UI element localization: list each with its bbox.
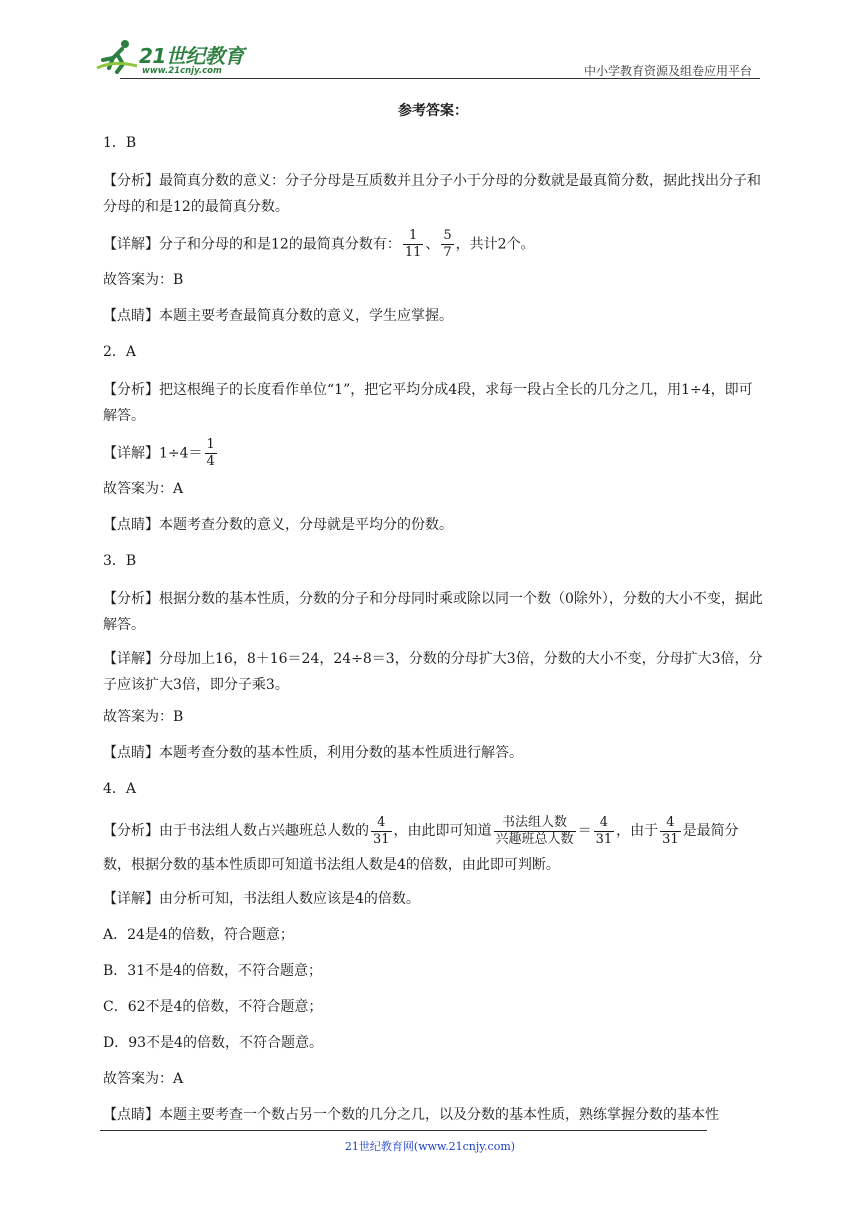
q3-number: 3．B [103,553,137,569]
page-title: 参考答案： [398,103,468,119]
footer-divider [100,1130,707,1131]
q2-answer: 故答案为：A [103,481,184,497]
q2-analysis: 【分析】把这根绳子的长度看作单位“1”，把它平均分成4段，求每一段占全长的几分之几，用1÷4，即可解答。 [103,382,753,424]
q3-analysis: 【分析】根据分数的基本性质，分数的分子和分母同时乘或除以同一个数（0除外），分数的大小不变，据此解答。 [103,591,763,633]
denominator: 11 [404,245,422,260]
q1-detail-text: 【详解】分子和分母的和是12的最简真分数有： [103,236,401,253]
denominator: 31 [373,831,390,847]
separator: 、 [425,236,440,253]
numerator: 1 [206,437,215,452]
q1-number: 1．B [103,135,137,151]
denominator: 兴趣班总人数 [495,831,574,847]
q4-option-a: A．24是4的倍数，符合题意； [103,927,294,943]
q4-answer: 故答案为：A [103,1071,184,1087]
q4-option-c: C．62不是4的倍数，不符合题意； [103,999,323,1015]
q3-detail: 【详解】分母加上16，8＋16＝24，24÷8＝3，分数的分母扩大3倍，分数的大小不变，分母扩大3倍，分子应该扩大3倍，即分子乘3。 [103,651,763,693]
fraction [441,228,453,261]
q4-analysis-text: 【分析】由于书法组人数占兴趣班总人数的 [103,823,369,839]
q4-number: 4．A [103,781,137,797]
q1-analysis: 【分析】最简真分数的意义：分子分母是互质数并且分子小于分母的分数就是最真简分数，据此找出分子和分母的和是12的最简真分数。 [103,173,761,215]
numerator: 4 [660,815,681,832]
q2-detail [103,437,763,470]
q1-detail-end: ，共计2个。 [455,236,535,253]
q4-option-b: B．31不是4的倍数，不符合题意； [103,963,323,979]
footer-link[interactable]: 21世纪教育网(www.21cnjy.com) [344,1140,516,1153]
q3-comment: 【点睛】本题考查分数的基本性质，利用分数的基本性质进行解答。 [103,745,523,761]
q1-answer: 故答案为：B [103,272,184,288]
logo-url: www.21cnjy.com [142,66,222,76]
fraction [205,437,217,470]
denominator: 7 [443,245,452,260]
fraction [494,815,576,848]
equals-sign: ＝ [577,823,592,839]
logo [95,34,265,80]
q4-comment: 【点睛】本题主要考查一个数占另一个数的几分之几，以及分数的基本性质，熟练掌握分数的基本性 [103,1107,719,1123]
numerator: 5 [443,228,452,243]
fraction [371,815,392,848]
header-divider [120,78,760,79]
q2-detail-text: 【详解】1÷4＝ [103,445,203,462]
page-header [95,34,760,80]
fraction [403,228,424,261]
q1-detail [103,228,763,261]
fraction [660,815,681,848]
answer-content [103,100,763,1140]
fraction [594,815,615,848]
numerator: 1 [403,228,424,245]
runner-logo-icon [95,38,139,74]
numerator: 4 [371,815,392,832]
q2-comment: 【点睛】本题考查分数的意义，分母就是平均分的份数。 [103,517,453,533]
q4-analysis-text: ，由此即可知道 [393,823,492,839]
q2-number: 2．A [103,344,137,360]
denominator: 4 [206,454,215,469]
q4-detail: 【详解】由分析可知，书法组人数应该是4的倍数。 [103,891,420,907]
q1-comment: 【点睛】本题主要考查最简真分数的意义，学生应掌握。 [103,308,453,324]
logo-text: 21世纪教育 [139,44,244,68]
q4-analysis-text: 是最简分数，根据分数的基本性质即可知道书法组人数是4的倍数，由此即可判断。 [103,823,739,873]
denominator: 31 [595,831,613,847]
platform-name: 中小学教育资源及组卷应用平台 [583,64,752,78]
numerator: 书法组人数 [494,815,576,832]
numerator: 4 [594,815,615,832]
q4-analysis [103,814,763,882]
q3-answer: 故答案为：B [103,709,184,725]
q4-analysis-text: ，由于 [616,823,659,839]
q4-option-d: D．93不是4的倍数，不符合题意。 [103,1035,323,1051]
denominator: 31 [662,831,679,847]
